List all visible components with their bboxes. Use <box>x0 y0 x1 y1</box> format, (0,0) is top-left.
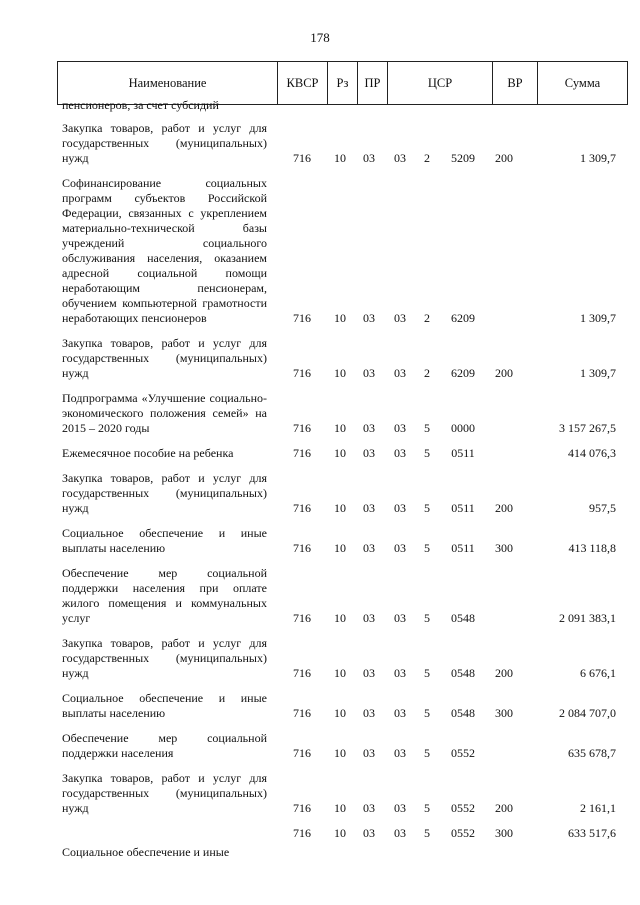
cell-p1: 03 <box>394 666 406 680</box>
cell-p2: 5 <box>424 826 430 840</box>
cell-pr: 03 <box>363 151 375 165</box>
cell-p3: 0000 <box>451 421 475 435</box>
row-name: Социальное обеспечение и иные <box>62 845 230 859</box>
cell-sum: 633 517,6 <box>568 826 616 840</box>
row-name: Подпрограмма «Улучшение социально-экономического положения семей» на 2015 – 2020 годы <box>62 391 267 435</box>
cell-pr: 03 <box>363 311 375 325</box>
cell-rz: 10 <box>334 311 346 325</box>
cell-p1: 03 <box>394 151 406 165</box>
cell-rz: 10 <box>334 541 346 555</box>
table-row <box>62 176 622 326</box>
table-row <box>62 826 622 841</box>
cell-rz: 10 <box>334 611 346 625</box>
cell-sum: 635 678,7 <box>568 746 616 760</box>
cell-rz: 10 <box>334 666 346 680</box>
cell-kvsr: 716 <box>293 541 311 555</box>
row-name: Закупка товаров, работ и услуг для государственных (муниципальных) нужд <box>62 336 267 380</box>
cell-rz: 10 <box>334 446 346 460</box>
cell-p2: 2 <box>424 311 430 325</box>
cell-p3: 0548 <box>451 706 475 720</box>
table-row <box>62 121 622 166</box>
cell-kvsr: 716 <box>293 801 311 815</box>
cell-kvsr: 716 <box>293 501 311 515</box>
cell-p2: 5 <box>424 611 430 625</box>
cell-sum: 2 161,1 <box>580 801 616 815</box>
cell-sum: 957,5 <box>589 501 616 515</box>
cell-vr: 200 <box>495 666 513 680</box>
row-name: Социальное обеспечение и иные выплаты населению <box>62 691 267 720</box>
cell-p1: 03 <box>394 826 406 840</box>
cell-sum: 414 076,3 <box>568 446 616 460</box>
row-name: пенсионеров, за счет субсидий <box>62 98 219 112</box>
cell-rz: 10 <box>334 706 346 720</box>
cell-kvsr: 716 <box>293 611 311 625</box>
header-vr: ВР <box>493 62 538 104</box>
row-name <box>62 826 267 841</box>
cell-p1: 03 <box>394 541 406 555</box>
cell-p2: 5 <box>424 501 430 515</box>
row-name: Обеспечение мер социальной поддержки населения при оплате жилого помещения и коммунальных услуг <box>62 566 267 625</box>
cell-pr: 03 <box>363 421 375 435</box>
cell-p3: 0511 <box>451 501 475 515</box>
cell-p1: 03 <box>394 611 406 625</box>
header-pr: ПР <box>358 62 388 104</box>
trailing-row <box>62 845 622 860</box>
cell-p3: 5209 <box>451 151 475 165</box>
cell-vr: 300 <box>495 706 513 720</box>
row-name: Софинансирование социальных программ субъектов Российской Федерации, связанных с укреплением материально-технической базы учреждений социального обслуживания населения, оказанием адресной социальной помощи неработающим пенсионерам, обучением компьютерной грамотности неработающих пенсионеров <box>62 176 267 325</box>
cell-p1: 03 <box>394 801 406 815</box>
cell-pr: 03 <box>363 801 375 815</box>
table-row <box>62 471 622 516</box>
table-rows <box>62 121 622 860</box>
cell-sum: 413 118,8 <box>568 541 616 555</box>
cell-kvsr: 716 <box>293 706 311 720</box>
table-row <box>62 691 622 721</box>
row-name: Закупка товаров, работ и услуг для государственных (муниципальных) нужд <box>62 771 267 815</box>
cell-kvsr: 716 <box>293 446 311 460</box>
cell-sum: 3 157 267,5 <box>559 421 616 435</box>
cell-p1: 03 <box>394 446 406 460</box>
cell-vr: 200 <box>495 151 513 165</box>
cell-p1: 03 <box>394 311 406 325</box>
cell-vr: 200 <box>495 366 513 380</box>
cell-kvsr: 716 <box>293 151 311 165</box>
cell-sum: 6 676,1 <box>580 666 616 680</box>
cell-p3: 6209 <box>451 311 475 325</box>
cell-pr: 03 <box>363 706 375 720</box>
table-row <box>62 391 622 436</box>
table-row <box>62 771 622 816</box>
cell-p1: 03 <box>394 366 406 380</box>
cell-p1: 03 <box>394 746 406 760</box>
cell-rz: 10 <box>334 501 346 515</box>
cell-sum: 2 084 707,0 <box>559 706 616 720</box>
row-name: Социальное обеспечение и иные выплаты населению <box>62 526 267 555</box>
cell-pr: 03 <box>363 666 375 680</box>
header-name: Наименование <box>58 62 278 104</box>
cell-p1: 03 <box>394 706 406 720</box>
header-sum: Сумма <box>564 75 601 90</box>
cell-pr: 03 <box>363 446 375 460</box>
header-rz: Рз <box>328 62 358 104</box>
table-row <box>62 566 622 626</box>
cell-p3: 0552 <box>451 746 475 760</box>
cell-pr: 03 <box>363 541 375 555</box>
cell-sum: 1 309,7 <box>580 311 616 325</box>
cell-pr: 03 <box>363 746 375 760</box>
cell-sum: 2 091 383,1 <box>559 611 616 625</box>
cell-kvsr: 716 <box>293 826 311 840</box>
cell-kvsr: 716 <box>293 421 311 435</box>
cell-p3: 6209 <box>451 366 475 380</box>
cell-p2: 2 <box>424 151 430 165</box>
header-kvsr: КВСР <box>278 62 328 104</box>
table-body <box>62 98 622 870</box>
cell-vr: 200 <box>495 501 513 515</box>
cell-sum: 1 309,7 <box>580 151 616 165</box>
cell-rz: 10 <box>334 746 346 760</box>
cell-rz: 10 <box>334 366 346 380</box>
cell-vr: 300 <box>495 826 513 840</box>
row-name: Закупка товаров, работ и услуг для государственных (муниципальных) нужд <box>62 471 267 515</box>
cell-p3: 0552 <box>451 801 475 815</box>
header-csr: ЦСР <box>388 62 493 104</box>
page-number: 178 <box>310 30 330 45</box>
cell-pr: 03 <box>363 611 375 625</box>
table-row <box>62 446 622 461</box>
cell-rz: 10 <box>334 826 346 840</box>
cell-pr: 03 <box>363 501 375 515</box>
cell-rz: 10 <box>334 801 346 815</box>
cell-p2: 5 <box>424 706 430 720</box>
cell-kvsr: 716 <box>293 746 311 760</box>
cell-sum: 1 309,7 <box>580 366 616 380</box>
cell-vr: 200 <box>495 801 513 815</box>
cell-p2: 5 <box>424 801 430 815</box>
cell-pr: 03 <box>363 826 375 840</box>
table-row <box>62 526 622 556</box>
row-name: Закупка товаров, работ и услуг для государственных (муниципальных) нужд <box>62 636 267 680</box>
cell-rz: 10 <box>334 151 346 165</box>
cell-vr: 300 <box>495 541 513 555</box>
cell-rz: 10 <box>334 421 346 435</box>
cell-kvsr: 716 <box>293 366 311 380</box>
row-name: Обеспечение мер социальной поддержки населения <box>62 731 267 760</box>
table-row <box>62 731 622 761</box>
cell-p3: 0548 <box>451 611 475 625</box>
table-row <box>62 336 622 381</box>
cell-p3: 0552 <box>451 826 475 840</box>
cell-pr: 03 <box>363 366 375 380</box>
continuation-row <box>62 98 622 113</box>
cell-p2: 5 <box>424 746 430 760</box>
row-name: Ежемесячное пособие на ребенка <box>62 446 234 460</box>
cell-p3: 0511 <box>451 446 475 460</box>
cell-p3: 0511 <box>451 541 475 555</box>
table-row <box>62 636 622 681</box>
cell-p2: 5 <box>424 541 430 555</box>
cell-kvsr: 716 <box>293 311 311 325</box>
cell-p2: 5 <box>424 666 430 680</box>
cell-p2: 5 <box>424 421 430 435</box>
row-name: Закупка товаров, работ и услуг для государственных (муниципальных) нужд <box>62 121 267 165</box>
cell-kvsr: 716 <box>293 666 311 680</box>
cell-p2: 2 <box>424 366 430 380</box>
cell-p1: 03 <box>394 421 406 435</box>
cell-p2: 5 <box>424 446 430 460</box>
cell-p1: 03 <box>394 501 406 515</box>
cell-p3: 0548 <box>451 666 475 680</box>
